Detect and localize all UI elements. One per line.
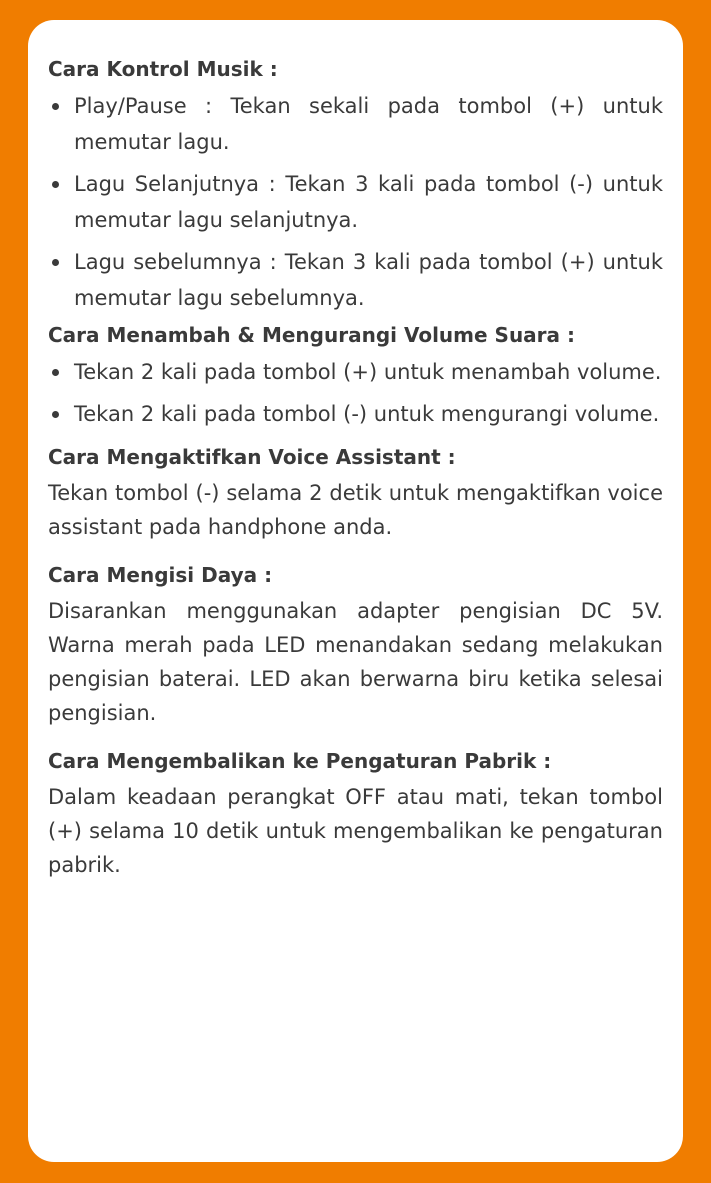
voice-assistant-text: Tekan tombol (-) selama 2 detik untuk mengaktifkan voice assistant pada handphone anda. xyxy=(48,481,663,539)
instruction-card xyxy=(28,20,683,1162)
list-item: Tekan 2 kali pada tombol (-) untuk mengurangi volume. xyxy=(48,396,663,432)
list-item: Lagu sebelumnya : Tekan 3 kali pada tombol (+) untuk memutar lagu sebelumnya. xyxy=(48,244,663,316)
list-item: Tekan 2 kali pada tombol (+) untuk menambah volume. xyxy=(48,354,663,390)
factory-reset-heading: Cara Mengembalikan ke Pengaturan Pabrik : xyxy=(48,749,552,773)
volume-control-list xyxy=(48,354,663,432)
music-control-heading: Cara Kontrol Musik : xyxy=(48,57,278,81)
factory-reset-text: Dalam keadaan perangkat OFF atau mati, tekan tombol (+) selama 10 detik untuk mengembalikan ke pengaturan pabrik. xyxy=(48,785,663,877)
list-item: Lagu Selanjutnya : Tekan 3 kali pada tombol (-) untuk memutar lagu selanjutnya. xyxy=(48,166,663,238)
charging-text: Disarankan menggunakan adapter pengisian DC 5V. Warna merah pada LED menandakan sedang melakukan pengisian baterai. LED akan berwarna biru ketika selesai pengisian. xyxy=(48,599,663,725)
voice-assistant-heading: Cara Mengaktifkan Voice Assistant : xyxy=(48,445,456,469)
music-control-list xyxy=(48,88,663,316)
volume-control-heading: Cara Menambah & Mengurangi Volume Suara : xyxy=(48,323,575,347)
list-item: Play/Pause : Tekan sekali pada tombol (+) untuk memutar lagu. xyxy=(48,88,663,160)
charging-heading: Cara Mengisi Daya : xyxy=(48,563,273,587)
